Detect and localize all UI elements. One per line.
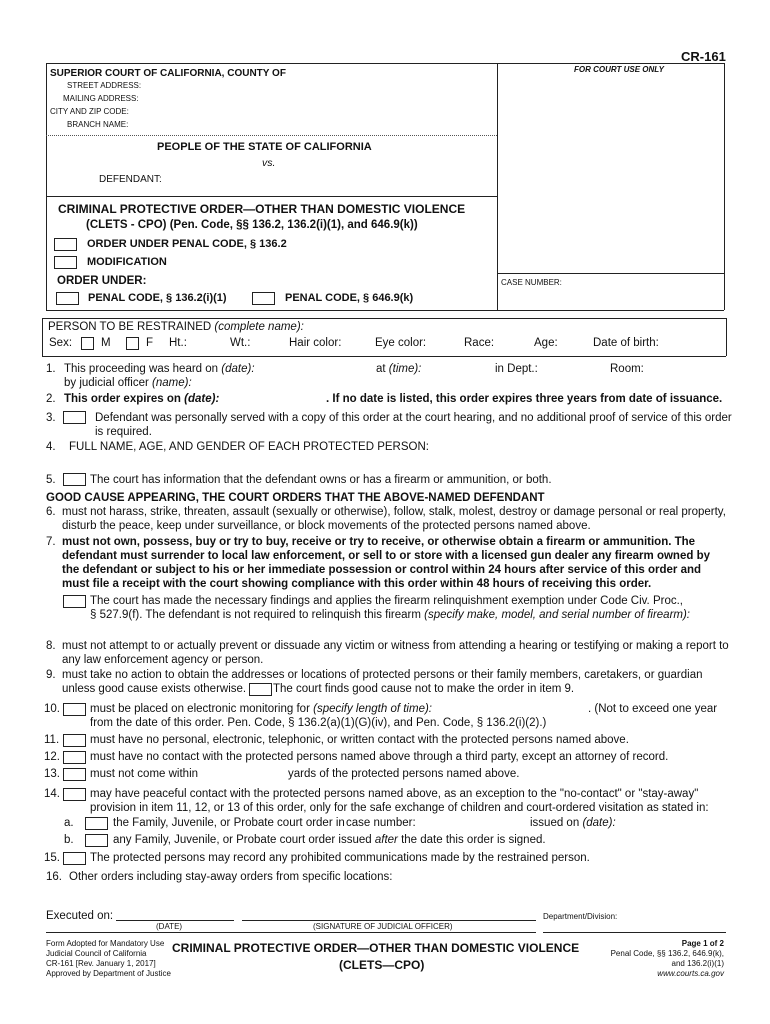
item-9-text-b: unless good cause exists otherwise. bbox=[62, 683, 247, 695]
item-9-text-a: must take no action to obtain the addresses or locations of protected persons or their family members, caretakers, or guardian bbox=[62, 669, 703, 681]
item-6-text-a: must not harass, strike, threaten, assault (sexually or otherwise), follow, stalk, molest, destroy or damage personal or real property, bbox=[62, 506, 726, 518]
item-14a-date: (date): bbox=[582, 817, 616, 829]
item-10-length: (specify length of time): bbox=[313, 703, 432, 715]
people-caption: PEOPLE OF THE STATE OF CALIFORNIA bbox=[157, 141, 372, 153]
defendant-label: DEFENDANT: bbox=[99, 174, 162, 185]
dob-label: Date of birth: bbox=[593, 337, 659, 349]
item-14b-text-2: the date this order is signed. bbox=[401, 834, 546, 846]
item-10-text-a: must be placed on electronic monitoring for bbox=[90, 703, 310, 715]
item-7-text-a: must not own, possess, buy or try to buy, receive or try to receive, or otherwise obtain a firearm or ammunition. The bbox=[62, 536, 696, 548]
item-14a-case: case number: bbox=[346, 817, 416, 829]
order-title: CRIMINAL PROTECTIVE ORDER—OTHER THAN DOMESTIC VIOLENCE bbox=[58, 202, 466, 216]
footer-approved: Approved by Department of Justice bbox=[46, 969, 171, 978]
footer-penal-code: Penal Code, §§ 136.2, 646.9(k), bbox=[610, 949, 724, 958]
footer-title: CRIMINAL PROTECTIVE ORDER—OTHER THAN DOMESTIC VIOLENCE bbox=[172, 941, 580, 955]
item-12-number: 12. bbox=[44, 751, 60, 763]
item-1-time: (time): bbox=[388, 363, 422, 375]
order-136i-checkbox[interactable] bbox=[56, 292, 79, 305]
item-10-text-b: from the date of this order. Pen. Code, § 136.2(a)(1)(G)(iv), and Pen. Code, § 136.2(i)(2).) bbox=[90, 717, 547, 729]
item-3-number: 3. bbox=[46, 412, 56, 424]
item-12-checkbox[interactable] bbox=[63, 751, 86, 764]
sex-label: Sex: bbox=[49, 337, 73, 349]
item-5-text: The court has information that the defendant owns or has a firearm or ammunition, or both. bbox=[90, 474, 552, 486]
item-14b-label: b. bbox=[64, 834, 74, 846]
item-14b-checkbox[interactable] bbox=[85, 834, 108, 847]
item-2-date: (date): bbox=[184, 393, 220, 405]
item-3-checkbox[interactable] bbox=[63, 411, 86, 424]
item-1-number: 1. bbox=[46, 363, 56, 375]
item-7-text-d: must file a receipt with the court showing compliance with this order within 48 hours of receiving this order. bbox=[62, 578, 652, 590]
restrained-heading-note: (complete name): bbox=[214, 321, 304, 333]
item-8-text-b: any law enforcement agency or person. bbox=[62, 654, 264, 666]
footer-council: Judicial Council of California bbox=[46, 949, 147, 958]
item-16-number: 16. bbox=[46, 871, 62, 883]
item-11-number: 11. bbox=[44, 734, 60, 746]
item-14b-after: after bbox=[374, 834, 398, 846]
item-9-checkbox[interactable] bbox=[249, 683, 272, 696]
item-14-checkbox[interactable] bbox=[63, 788, 86, 801]
order-136-label: ORDER UNDER PENAL CODE, § 136.2 bbox=[87, 238, 287, 250]
court-use-label: FOR COURT USE ONLY bbox=[574, 65, 664, 74]
branch-name-label: BRANCH NAME: bbox=[67, 120, 129, 129]
city-zip-label: CITY AND ZIP CODE: bbox=[50, 107, 129, 116]
item-8-number: 8. bbox=[46, 640, 56, 652]
item-3-text-a: Defendant was personally served with a copy of this order at the court hearing, and no additional proof of service of this order bbox=[95, 412, 732, 424]
item-7-exemption-checkbox[interactable] bbox=[63, 595, 86, 608]
item-4-number: 4. bbox=[46, 441, 56, 453]
order-136i-label: PENAL CODE, § 136.2(i)(1) bbox=[88, 292, 227, 304]
item-16-text: Other orders including stay-away orders from specific locations: bbox=[69, 871, 393, 883]
item-1-room: Room: bbox=[610, 363, 644, 375]
hair-color-label: Hair color: bbox=[289, 337, 342, 349]
item-14a-label: a. bbox=[64, 817, 74, 829]
restrained-heading: PERSON TO BE RESTRAINED bbox=[48, 321, 212, 333]
item-13-text-a: must not come within bbox=[90, 768, 199, 780]
item-14b-text-1: any Family, Juvenile, or Probate court order issued bbox=[113, 834, 372, 846]
item-12-text: must have no contact with the protected persons named above through a third party, except an attorney of record. bbox=[90, 751, 669, 763]
footer-page: Page 1 of 2 bbox=[681, 939, 724, 948]
item-2-expires: This order expires on bbox=[64, 393, 181, 405]
mailing-address-label: MAILING ADDRESS: bbox=[63, 94, 139, 103]
item-11-checkbox[interactable] bbox=[63, 734, 86, 747]
item-1-judicial: by judicial officer bbox=[64, 377, 149, 389]
item-13-number: 13. bbox=[44, 768, 60, 780]
sex-m-label: M bbox=[101, 337, 111, 349]
form-number: CR-161 bbox=[681, 49, 726, 64]
item-6-number: 6. bbox=[46, 506, 56, 518]
order-646-label: PENAL CODE, § 646.9(k) bbox=[285, 292, 414, 304]
order-136-checkbox[interactable] bbox=[54, 238, 77, 251]
item-7-number: 7. bbox=[46, 536, 56, 548]
race-label: Race: bbox=[464, 337, 495, 349]
item-14-text-a: may have peaceful contact with the protected persons named above, as an exception to the "no-contact" or "stay-away" bbox=[90, 788, 699, 800]
footer-adopted: Form Adopted for Mandatory Use bbox=[46, 939, 165, 948]
item-1-heard: This proceeding was heard on bbox=[64, 363, 219, 375]
item-10-number: 10. bbox=[44, 703, 60, 715]
vs-label: vs. bbox=[262, 157, 276, 169]
court-header: SUPERIOR COURT OF CALIFORNIA, COUNTY OF bbox=[50, 68, 286, 79]
item-11-text: must have no personal, electronic, telephonic, or written contact with the protected persons named above. bbox=[90, 734, 629, 746]
item-6-text-b: disturb the peace, keep under surveillance, or block movements of the protected persons named above. bbox=[62, 520, 591, 532]
item-13-checkbox[interactable] bbox=[63, 768, 86, 781]
item-1-name: (name): bbox=[152, 377, 192, 389]
item-5-checkbox[interactable] bbox=[63, 473, 86, 486]
item-1-date: (date): bbox=[221, 363, 255, 375]
item-15-checkbox[interactable] bbox=[63, 852, 86, 865]
item-2-expiry-note: . If no date is listed, this order expires three years from date of issuance. bbox=[326, 393, 723, 405]
modification-checkbox[interactable] bbox=[54, 256, 77, 269]
item-9-number: 9. bbox=[46, 669, 56, 681]
item-5-number: 5. bbox=[46, 474, 56, 486]
item-1-dept: in Dept.: bbox=[495, 363, 538, 375]
item-14a-issued: issued on bbox=[530, 817, 580, 829]
footer-website[interactable]: www.courts.ca.gov bbox=[657, 969, 724, 978]
department-label: Department/Division: bbox=[543, 912, 618, 921]
item-15-text: The protected persons may record any prohibited communications made by the restrained person. bbox=[90, 852, 590, 864]
item-9-text-c: The court finds good cause not to make the order in item 9. bbox=[273, 683, 575, 695]
item-13-text-b: yards of the protected persons named above. bbox=[288, 768, 520, 780]
order-under-label: ORDER UNDER: bbox=[57, 275, 147, 287]
item-7-firearm-note: (specify make, model, and serial number of firearm): bbox=[424, 609, 691, 621]
item-14a-checkbox[interactable] bbox=[85, 817, 108, 830]
item-2-number: 2. bbox=[46, 393, 56, 405]
signature-caption: (SIGNATURE OF JUDICIAL OFFICER) bbox=[313, 922, 453, 931]
eye-color-label: Eye color: bbox=[375, 337, 427, 349]
age-label: Age: bbox=[534, 337, 558, 349]
good-cause-heading: GOOD CAUSE APPEARING, THE COURT ORDERS THAT THE ABOVE-NAMED DEFENDANT bbox=[46, 492, 545, 504]
item-10-limit: . (Not to exceed one year bbox=[588, 703, 718, 715]
item-14a-text: the Family, Juvenile, or Probate court order in bbox=[113, 817, 345, 829]
item-15-number: 15. bbox=[44, 852, 60, 864]
footer-subtitle: (CLETS—CPO) bbox=[339, 958, 425, 972]
order-646-checkbox[interactable] bbox=[252, 292, 275, 305]
sex-f-checkbox[interactable] bbox=[126, 337, 139, 350]
item-14-text-b: provision in item 11, 12, or 13 of this order, only for the safe exchange of children and court-ordered visitation as stated in: bbox=[90, 802, 709, 814]
sex-m-checkbox[interactable] bbox=[81, 337, 94, 350]
executed-on-label: Executed on: bbox=[46, 910, 114, 922]
item-7-text-b: defendant must surrender to local law enforcement, or sell to or store with a licensed gun dealer any firearm owned by bbox=[62, 550, 710, 562]
footer-penal-code-2: and 136.2(i)(1) bbox=[671, 959, 724, 968]
height-label: Ht.: bbox=[169, 337, 187, 349]
item-7-text-e: The court has made the necessary findings and applies the firearm relinquishment exemption under Code Civ. Proc., bbox=[90, 595, 683, 607]
modification-label: MODIFICATION bbox=[87, 256, 167, 268]
item-1-at: at bbox=[376, 363, 386, 375]
case-number-label: CASE NUMBER: bbox=[501, 278, 562, 287]
sex-f-label: F bbox=[146, 337, 154, 349]
item-7-text-f: § 527.9(f). The defendant is not required to relinquish this firearm bbox=[90, 609, 421, 621]
item-3-text-b: is required. bbox=[95, 426, 152, 438]
item-7-text-c: the defendant or subject to his or her immediate possession or control within 24 hours after service of this order and bbox=[62, 564, 702, 576]
item-4-text: FULL NAME, AGE, AND GENDER OF EACH PROTECTED PERSON: bbox=[69, 441, 429, 453]
item-14-number: 14. bbox=[44, 788, 60, 800]
order-subtitle: (CLETS - CPO) (Pen. Code, §§ 136.2, 136.2(i)(1), and 646.9(k)) bbox=[86, 219, 418, 231]
footer-rev: CR-161 [Rev. January 1, 2017] bbox=[46, 959, 156, 968]
item-8-text-a: must not attempt to or actually prevent or dissuade any victim or witness from attending a hearing or testifying or making a report to bbox=[62, 640, 729, 652]
item-10-checkbox[interactable] bbox=[63, 703, 86, 716]
weight-label: Wt.: bbox=[230, 337, 251, 349]
date-caption: (DATE) bbox=[156, 922, 183, 931]
street-address-label: STREET ADDRESS: bbox=[67, 81, 142, 90]
